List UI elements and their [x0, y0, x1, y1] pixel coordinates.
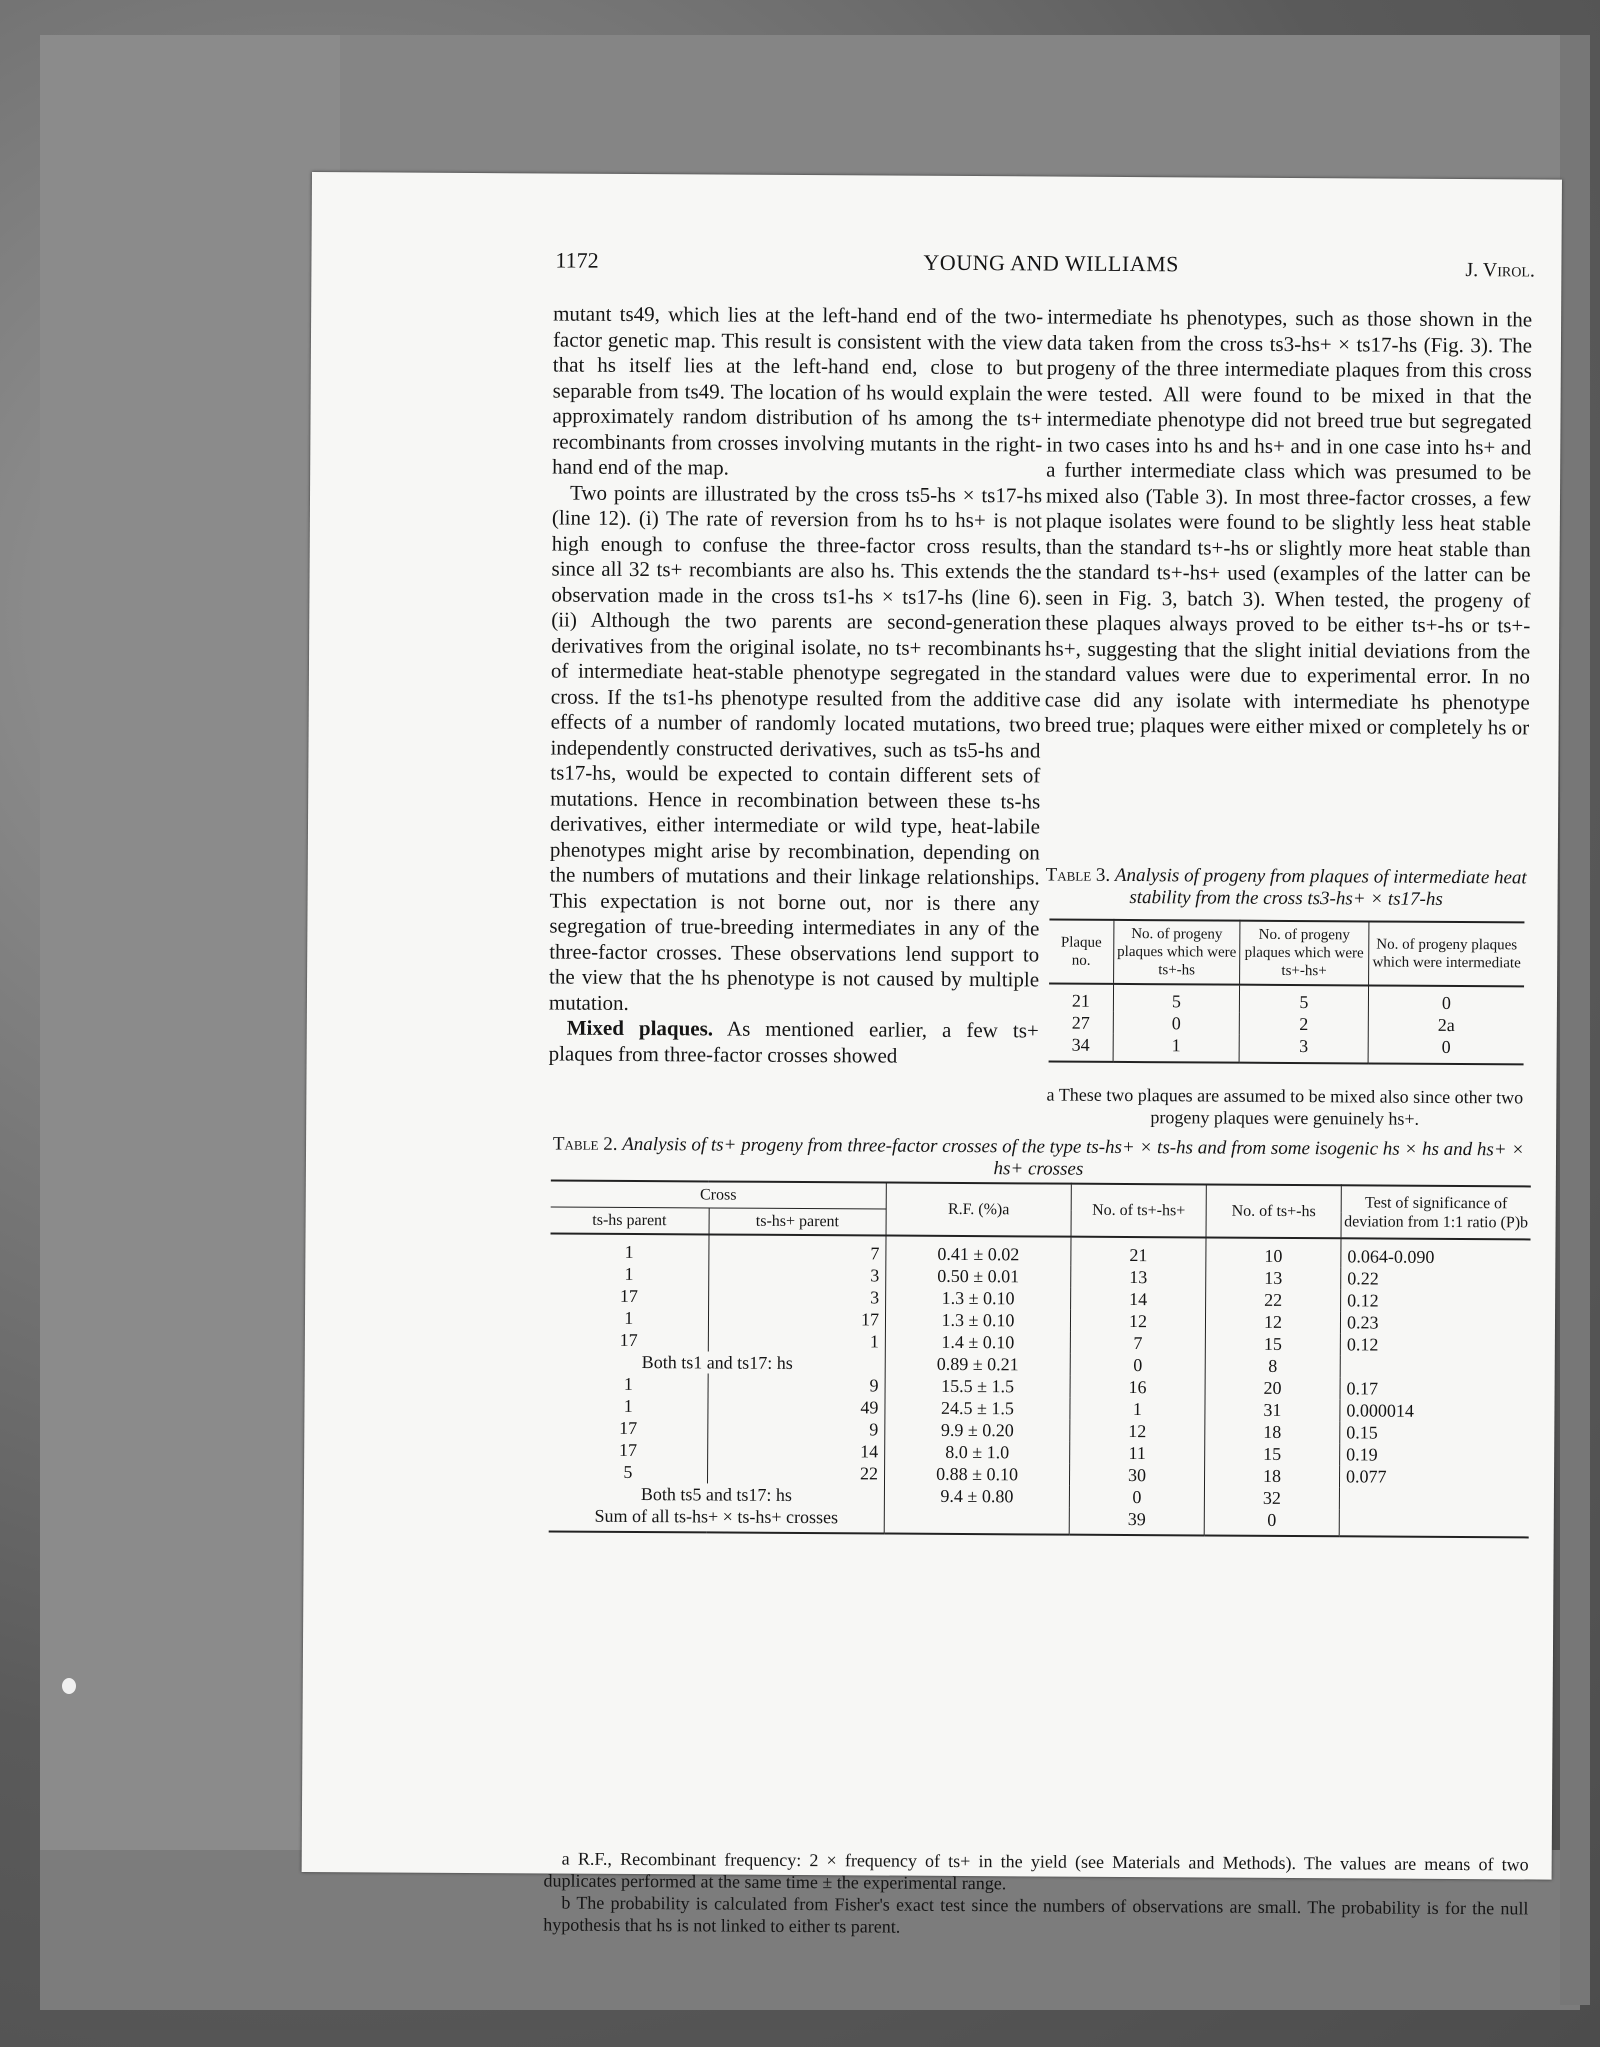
table-cell: 18 — [1205, 1420, 1340, 1443]
table-cell: 0 — [1070, 1354, 1205, 1377]
table-cell: Sum of all ts-hs+ × ts-hs+ crosses — [549, 1504, 885, 1533]
table-cell: 1 — [1113, 1034, 1239, 1063]
table-cell: 9 — [707, 1417, 884, 1440]
table-cell: 13 — [1071, 1266, 1206, 1289]
table-cell: 15.5 ± 1.5 — [885, 1375, 1070, 1398]
table-cell: 1.3 ± 0.10 — [885, 1309, 1070, 1332]
table3-header: No. of progeny plaques which were intermediate — [1368, 921, 1524, 986]
table-row — [1049, 1034, 1524, 1065]
table-cell: 17 — [618, 1439, 638, 1461]
table-cell: 17 — [619, 1329, 638, 1351]
table-cell: 21 — [1071, 1237, 1206, 1267]
table-cell: 3 — [708, 1285, 885, 1308]
table-cell: 34 — [1049, 1034, 1114, 1062]
table-row — [1049, 1012, 1524, 1037]
table2-header-rf: R.F. (%)a — [886, 1183, 1071, 1237]
table-cell: Both ts5 and ts17: hs — [640, 1484, 792, 1505]
table-cell: 0 — [1368, 985, 1524, 1014]
right-column — [1045, 304, 1533, 740]
table-cell: 7 — [708, 1234, 886, 1264]
running-head: YOUNG AND WILLIAMS — [923, 249, 1180, 277]
table2-header-ts-hsplus: ts-hs+ parent — [709, 1208, 887, 1236]
table2-title: Analysis of ts+ progeny from three-factor crosses of the type ts-hs+ × ts-hs and from some isogenic hs × hs and hs+ × hs+ crosses — [622, 1133, 1525, 1180]
table-cell: 12 — [1070, 1420, 1205, 1443]
table-cell: 5 — [1113, 984, 1239, 1013]
table-cell: 15 — [1205, 1442, 1340, 1465]
table-cell: 14 — [1071, 1288, 1206, 1311]
table-cell: 17 — [619, 1285, 639, 1307]
table-cell: 0.000014 — [1340, 1399, 1530, 1422]
table3-header: No. of progeny plaques which were ts+-hs — [1114, 920, 1240, 985]
table-cell: 31 — [1205, 1398, 1340, 1421]
table-cell: 1 — [1070, 1398, 1205, 1421]
section-heading: Mixed plaques. — [566, 1015, 714, 1041]
paragraph: mutant ts49, which lies at the left-hand end of the two-factor genetic map. This result is consistent with the view that hs itself lies at the left-hand end, close to but separable from ts49. The location of hs would explain the approximately random distribution of hs among the ts+ recombinants from crosses involving mutants in the right-hand end of the map. — [552, 301, 1044, 480]
footnote-a: a R.F., Recombinant frequency: 2 × frequency of ts+ in the yield (see Materials and Methods). The values are means of two duplicates performed at the same time ± the experimental range. — [543, 1848, 1529, 1894]
table-cell: 1.4 ± 0.10 — [885, 1331, 1070, 1354]
table-cell: 9 — [708, 1373, 885, 1396]
table-cell: 17 — [619, 1417, 638, 1439]
table2-footnotes — [543, 1847, 1529, 1941]
table-cell — [1339, 1487, 1529, 1510]
paragraph: Two points are illustrated by the cross ts5-hs × ts17-hs (line 12). (i) The rate of reversion from hs to hs+ is not high enough to confuse the three-factor cross results, since all 32 ts+ recombiants are also hs. This extends the observation made in the cross ts1-hs × ts17-hs (line 6). (ii) Although the two parents are second-generation derivatives from the original isolate, no ts+ recombinants of intermediate heat-stable phenotype segregated in the cross. If the ts1-hs phenotype resulted from the additive effects of a number of randomly located mutations, two independently constructed derivatives, such as ts5-hs and ts17-hs, would be expected to contain different sets of mutations. Hence in recombination between these ts-hs derivatives, either intermediate or wild type, heat-labile phenotypes might arise by recombination, depending on the numbers of mutations and their linkage relationships. This expectation is not borne out, nor is there any segregation of true-breeding intermediates in any of the three-factor crosses. These observations lend support to the view that the hs phenotype is not caused by multiple mutation. — [548, 480, 1043, 1015]
table-cell: 15 — [1205, 1332, 1340, 1355]
table-cell: 1 — [623, 1373, 633, 1394]
table-cell: 11 — [1070, 1442, 1205, 1465]
page-header — [311, 246, 1561, 284]
table-cell: 0 — [1069, 1486, 1204, 1509]
page-number: 1172 — [555, 247, 599, 273]
table-cell: 49 — [708, 1395, 885, 1418]
journal-name: J. Virol. — [1465, 259, 1536, 282]
table-cell: 22 — [1206, 1288, 1341, 1311]
table-cell: 8.0 ± 1.0 — [885, 1441, 1070, 1464]
table-cell: 1 — [624, 1307, 634, 1328]
table-cell: 17 — [708, 1307, 885, 1330]
table-cell: 9.9 ± 0.20 — [885, 1419, 1070, 1442]
footnote-b: b The probability is calculated from Fisher's exact test since the numbers of observations are small. The probability is for the null hypothesis that hs is not linked to either ts parent. — [543, 1892, 1529, 1937]
table-cell: 27 — [1071, 1012, 1090, 1033]
table-cell: 20 — [1205, 1376, 1340, 1399]
table-cell: 0.15 — [1340, 1421, 1530, 1444]
table-row — [1049, 984, 1524, 1015]
table-cell: 10 — [1206, 1237, 1341, 1267]
table-cell: 0 — [1368, 1035, 1524, 1064]
table2-caption — [546, 1133, 1531, 1183]
paragraph-mixed-plaques — [549, 1015, 1039, 1069]
table2-header-no-hsplus: No. of ts+-hs+ — [1071, 1184, 1206, 1238]
table-cell: 0 — [1204, 1508, 1339, 1536]
table-cell: 21 — [1071, 990, 1091, 1011]
table3 — [1049, 919, 1525, 1066]
table-cell: 0.19 — [1340, 1443, 1530, 1466]
table-cell: 13 — [1206, 1266, 1341, 1289]
table-cell: 0.12 — [1341, 1289, 1531, 1312]
journal-page — [302, 172, 1562, 1937]
table-cell: 18 — [1204, 1464, 1339, 1487]
table2-header-no-hs: No. of ts+-hs — [1206, 1184, 1341, 1238]
table-cell: 0.077 — [1339, 1465, 1529, 1488]
table-cell: 1 — [624, 1241, 634, 1262]
table3-header: No. of progeny plaques which were ts+-hs+ — [1240, 921, 1369, 986]
table-cell: 24.5 ± 1.5 — [885, 1397, 1070, 1420]
table3-caption — [1044, 864, 1529, 911]
table-cell: 2a — [1368, 1013, 1524, 1036]
table-cell: 30 — [1069, 1464, 1204, 1487]
table-cell: 39 — [1069, 1508, 1204, 1536]
table3-label: Table 3. — [1045, 864, 1111, 886]
table-cell: 1.3 ± 0.10 — [886, 1287, 1071, 1310]
table-cell: 0 — [1113, 1012, 1239, 1035]
table2-header-test: Test of significance of deviation from 1:1 ratio (P)b — [1341, 1185, 1531, 1239]
table-cell: 1 — [708, 1329, 885, 1352]
left-column — [549, 301, 1044, 1069]
table-cell: 0.41 ± 0.02 — [886, 1236, 1071, 1266]
table2 — [549, 1179, 1531, 1538]
table-cell: 1 — [623, 1395, 633, 1416]
scan-speck — [62, 1678, 76, 1694]
table-cell: 9.4 ± 0.80 — [884, 1485, 1069, 1508]
table-cell: 0.23 — [1340, 1311, 1530, 1334]
table3-header: Plaque no. — [1060, 934, 1102, 969]
table-cell: 0.12 — [1340, 1333, 1530, 1356]
scan-border-left — [40, 35, 340, 1965]
paragraph: intermediate hs phenotypes, such as those shown in the data taken from the cross ts3-hs+ × ts17-hs (Fig. 3). The progeny of the three intermediate plaques from this cross were tested. All were found to be mixed in that the intermediate phenotype did not breed true but segregated in two cases into hs and hs+ and in one case into hs+ and a further intermediate class which was presumed to be mixed also (Table 3). In most three-factor crosses, a few plaque isolates were found to be slightly less heat stable than the standard ts+-hs or slightly more heat stable than the standard ts+-hs+ used (examples of the latter can be seen in Fig. 3, batch 3). When tested, the progeny of these plaques always proved to be either ts+-hs or ts+-hs+, suggesting that the slight initial deviations from the standard values were due to experimental error. In no case did any isolate with intermediate hs phenotype breed true; plaques were either mixed or completely hs or — [1044, 304, 1533, 740]
table3-footnote: a These two plaques are assumed to be mixed also since other two progeny plaques were genuinely hs+. — [1046, 1084, 1524, 1129]
table3-title: Analysis of progeny from plaques of intermediate heat stability from the cross ts3-hs+ × ts17-hs — [1114, 864, 1527, 910]
table-cell — [884, 1507, 1069, 1535]
table2-label: Table 2. — [552, 1133, 618, 1155]
table2-header-ts-hs: ts-hs parent — [592, 1211, 667, 1230]
table-cell: 32 — [1204, 1486, 1339, 1509]
table-cell: 2 — [1239, 1013, 1368, 1036]
table-cell: Both ts1 and ts17: hs — [641, 1352, 793, 1373]
table-cell: 3 — [1239, 1035, 1368, 1064]
table-cell: 0.50 ± 0.01 — [886, 1265, 1071, 1288]
scan-border-right — [1560, 35, 1590, 2005]
table-cell: 22 — [707, 1461, 884, 1484]
table-row — [549, 1504, 1529, 1537]
table-cell: 12 — [1070, 1310, 1205, 1333]
table-cell — [1340, 1355, 1530, 1378]
table-cell: 14 — [707, 1439, 884, 1462]
table-cell: 0.22 — [1341, 1267, 1531, 1290]
table-cell: 0.88 ± 0.10 — [884, 1463, 1069, 1486]
paragraph-text: As mentioned earlier, a few ts+ plaques from three-factor crosses showed — [548, 1016, 1039, 1068]
table-cell: 8 — [1205, 1354, 1340, 1377]
table-cell: 5 — [623, 1461, 633, 1482]
table-cell: 7 — [1070, 1332, 1205, 1355]
table2-header-cross: Cross — [551, 1180, 887, 1209]
table-cell — [1339, 1509, 1529, 1537]
table-cell: 0.064-0.090 — [1341, 1238, 1531, 1268]
table-cell: 5 — [1239, 985, 1368, 1014]
table-cell: 3 — [708, 1263, 885, 1286]
table-cell: 0.89 ± 0.21 — [885, 1353, 1070, 1376]
table-cell: 12 — [1205, 1310, 1340, 1333]
table-cell: 0.17 — [1340, 1377, 1530, 1400]
table-cell: 16 — [1070, 1376, 1205, 1399]
table-cell: 1 — [624, 1263, 634, 1284]
